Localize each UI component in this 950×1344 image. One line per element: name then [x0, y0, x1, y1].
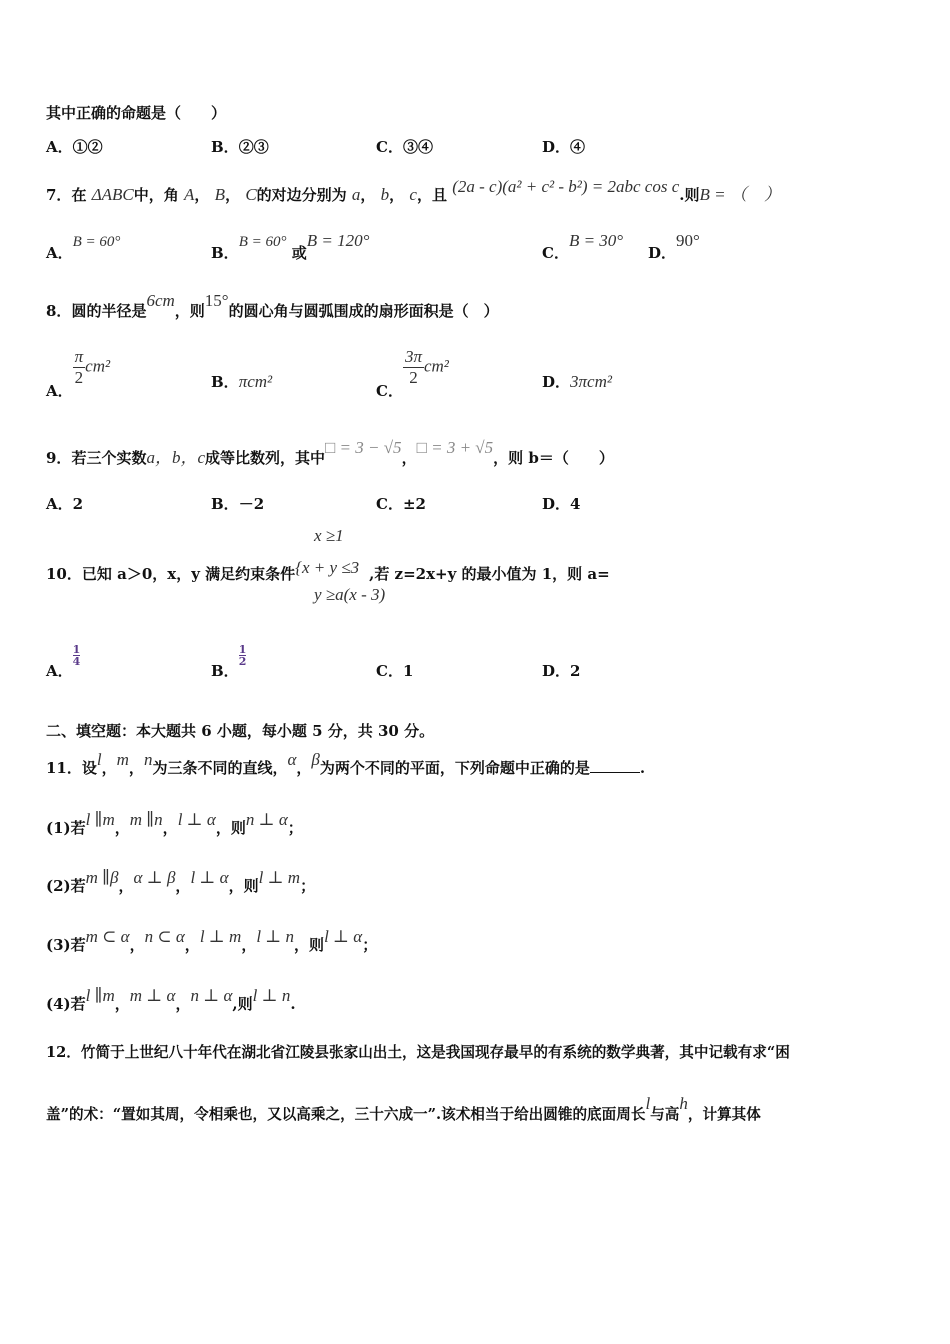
q8-option-d: D．3πcm² — [542, 372, 612, 391]
q10-option-d: D．2 — [542, 662, 581, 680]
q6-option-c: C．③④ — [376, 138, 433, 156]
q9-option-c: C．±2 — [376, 495, 426, 513]
q8-option-b: B．πcm² — [211, 372, 273, 391]
q9-expr-1: □ = 3 − √5 — [325, 438, 402, 457]
q10-constraint-2: x + y ≤3 — [301, 558, 360, 577]
q10-option-c: C．1 — [376, 662, 414, 680]
q8-option-a: A． $\frac{\pi}{2}$ cm² — [46, 347, 111, 400]
q10-option-a: A． $\frac{1}{4}$ — [46, 642, 81, 680]
q11-proposition-3: (3)若m ⊂ α，n ⊂ α，l ⊥ m，l ⊥ n，则l ⊥ α； — [46, 927, 378, 954]
answer-blank — [590, 760, 640, 773]
q12-line-1: 12．竹简于上世纪八十年代在湖北省江陵县张家山出土，这是我国现存最早的有系统的数学典著，其中记载有求“困 — [46, 1044, 790, 1061]
q9-option-d: D．4 — [542, 495, 581, 513]
q8-stem: 8．圆的半径是6cm，则15°的圆心角与圆弧围成的扇形面积是（ ） — [46, 291, 499, 320]
q9-option-b: B．－2 — [211, 495, 265, 513]
q7-option-b: B．B = 60° 或B = 120° — [211, 231, 370, 262]
q7-option-c: C．B = 30° — [542, 231, 624, 262]
q6-option-b: B．②③ — [211, 138, 269, 156]
q6-option-a: A．①② — [46, 138, 103, 156]
q7-option-a: A．B = 60° — [46, 234, 121, 262]
q9-stem: 9．若三个实数a，b，c成等比数列，其中□ = 3 − √5，□ = 3 + √5，则 b＝（ ） — [46, 438, 614, 467]
q10-stem: 10．已知 a＞0，x，y 满足约束条件{x + y ≤3 ,若 z=2x+y 的最小值为 1，则 a= — [46, 558, 610, 583]
q10-constraint-3: y ≥a(x - 3) — [314, 585, 386, 604]
q11-proposition-1: (1)若l ∥m，m ∥n，l ⊥ α，则n ⊥ α； — [46, 810, 303, 837]
q10-option-b: B． $\frac{1}{2}$ — [211, 642, 247, 680]
q12-line-2: 盖”的术：“置如其周，令相乘也，又以高乘之，三十六成一”.该术相当于给出圆锥的底面周长l与高h，计算其体 — [46, 1094, 761, 1123]
q11-stem: 11．设l，m，n为三条不同的直线，α，β为两个不同的平面，下列命题中正确的是 . — [46, 750, 646, 777]
q9-expr-2: □ = 3 + √5 — [416, 438, 494, 457]
section-heading: 二、填空题：本大题共 6 小题，每小题 5 分，共 30 分。 — [46, 722, 435, 740]
q6-option-d: D．④ — [542, 138, 586, 156]
q11-proposition-4: (4)若l ∥m，m ⊥ α，n ⊥ α,则l ⊥ n. — [46, 986, 296, 1013]
q9-option-a: A．2 — [46, 495, 84, 513]
q6-stem: 其中正确的命题是（ ） — [46, 104, 227, 122]
q7-option-d: D．90° — [648, 231, 700, 262]
q10-constraint-1: x ≥1 — [314, 526, 344, 545]
q7-equation: (2a - c)(a² + c² - b²) = 2abc cos c — [452, 177, 680, 196]
q7-stem: 7．在 ΔABC中，角 A， B， C的对边分别为 a， b， c，且 (2a - c)(a² + c² - b²) = 2abc cos c.则B = （ ） — [46, 177, 781, 204]
q8-option-c: C． $\frac{3\pi}{2}$ cm² — [376, 347, 449, 400]
q11-proposition-2: (2)若m ∥β，α ⊥ β，l ⊥ α，则l ⊥ m； — [46, 868, 316, 895]
